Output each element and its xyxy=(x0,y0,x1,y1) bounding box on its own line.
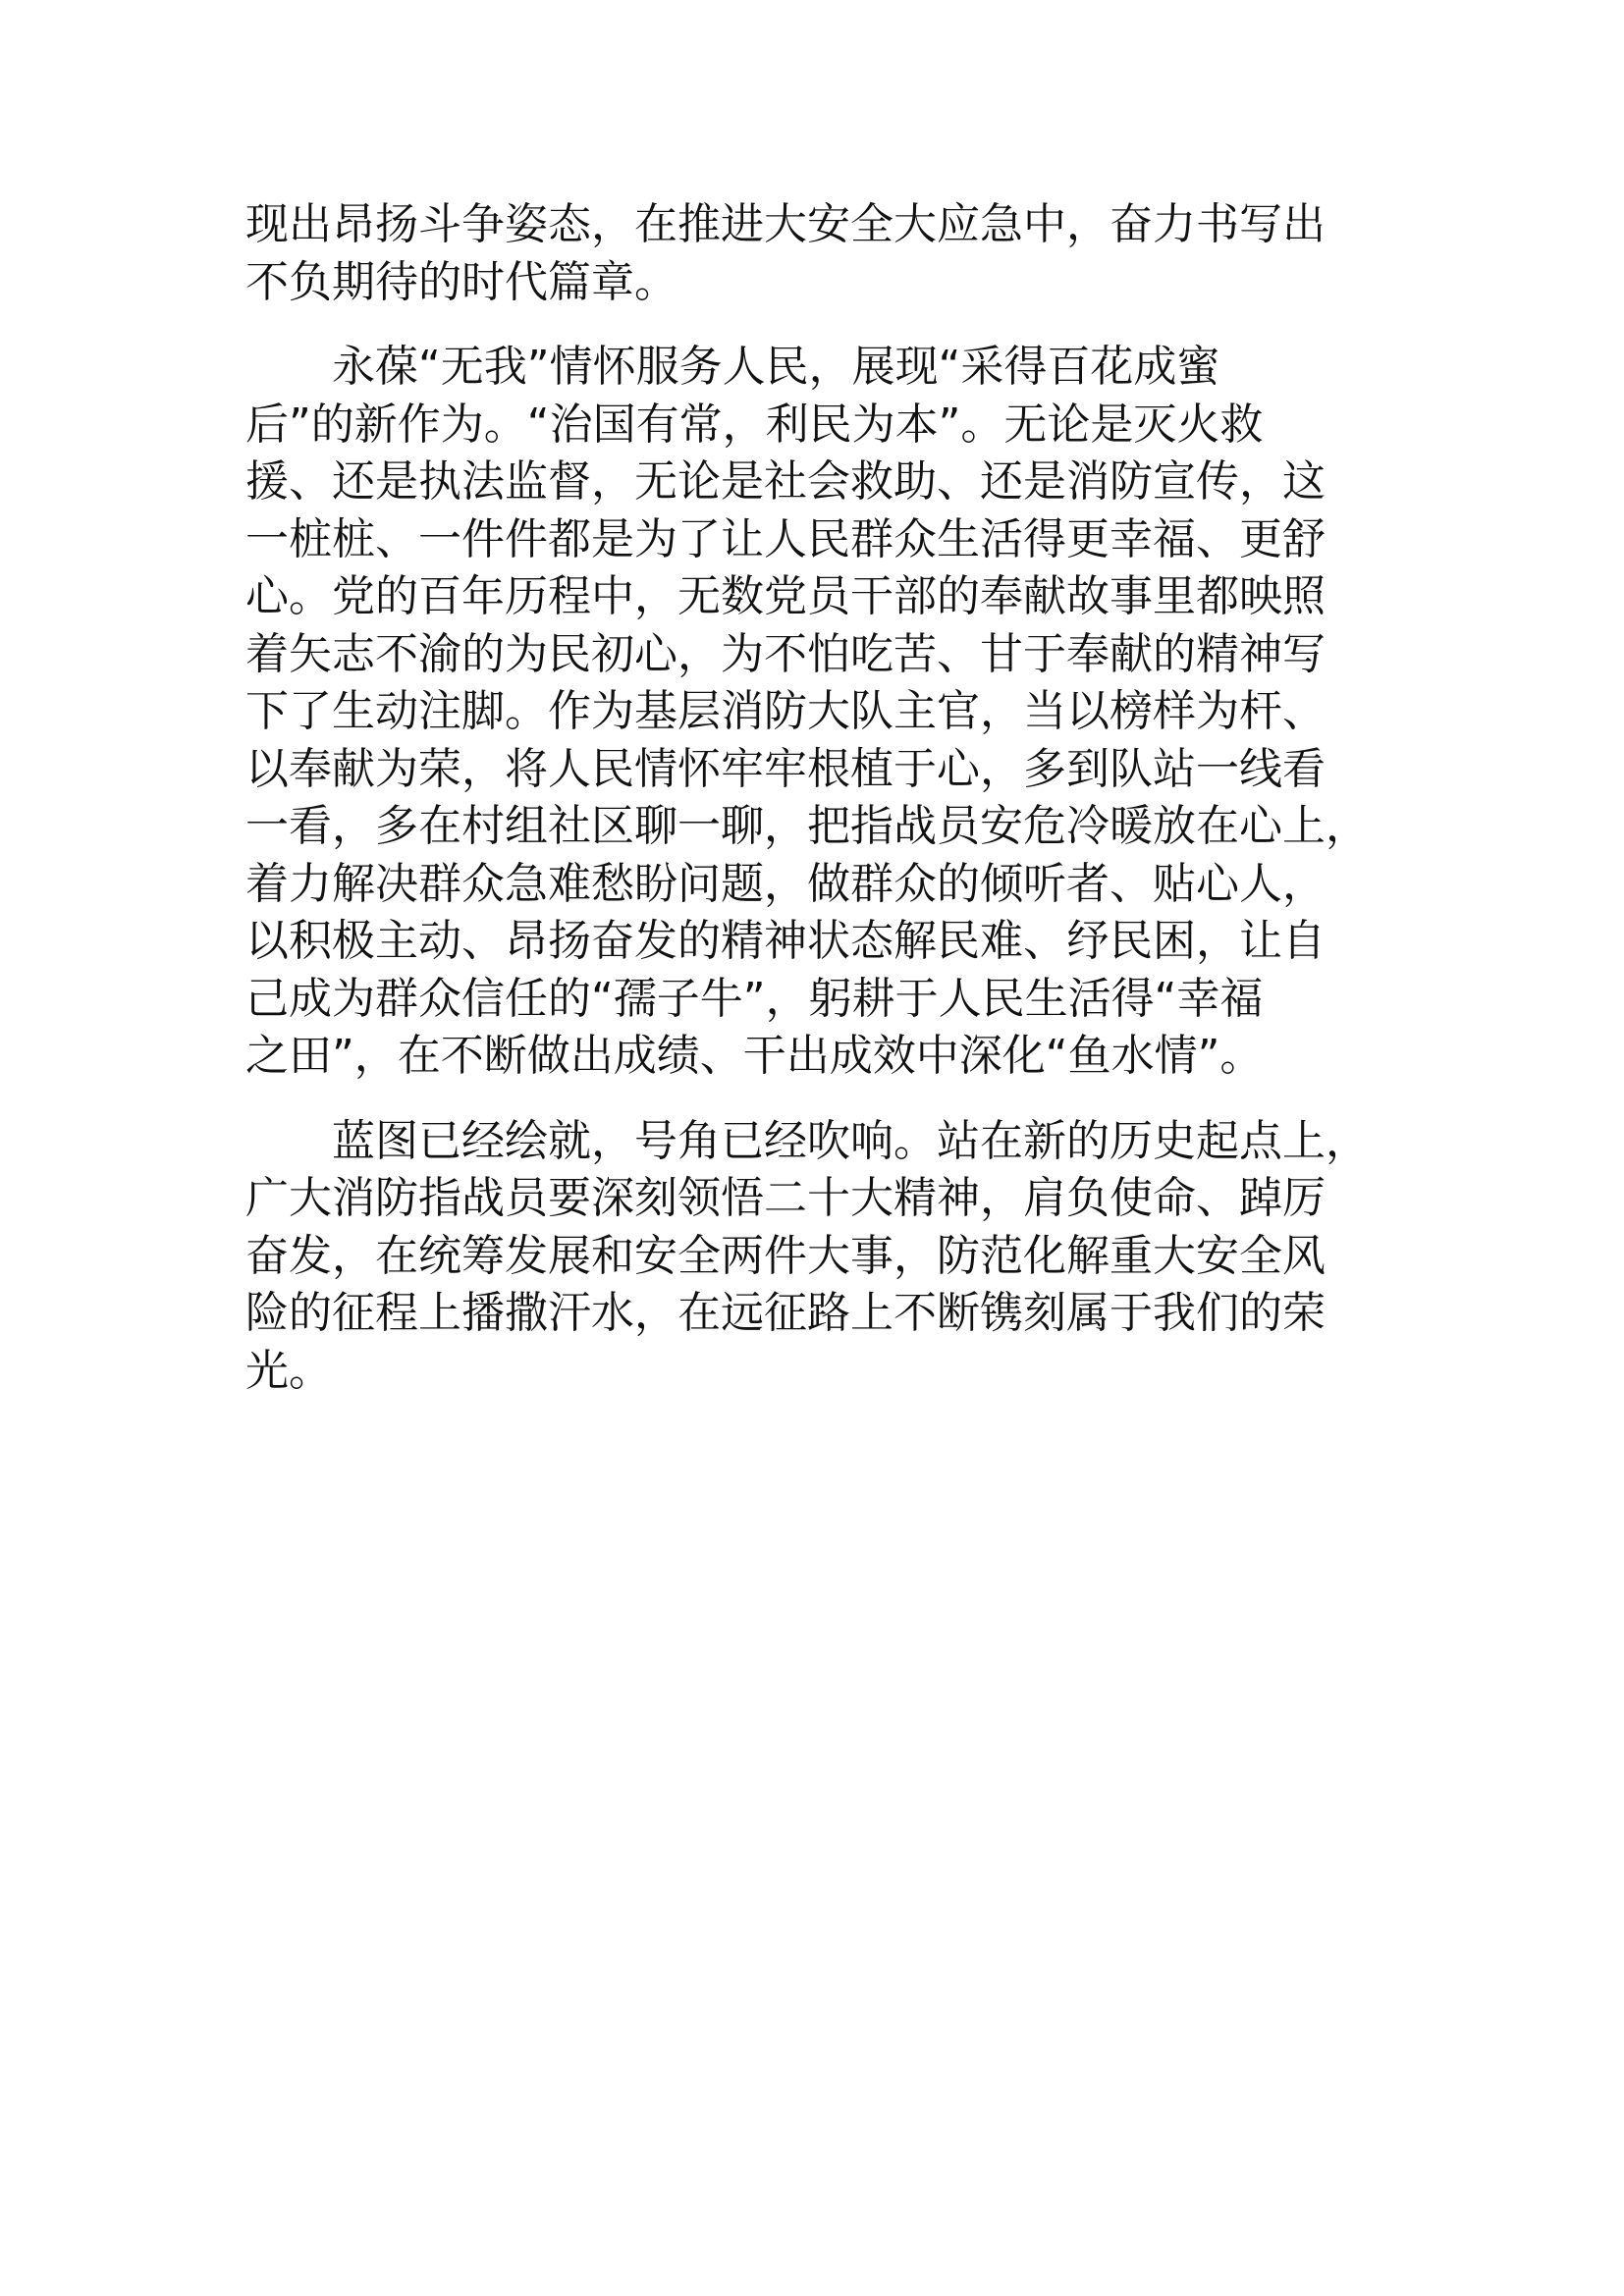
body-text xyxy=(245,196,1369,1400)
paragraph-1 xyxy=(245,196,1365,311)
text-line: 光。 xyxy=(245,1345,332,1396)
text-line: 己成为群众信任的“孺子牛”，躬耕于人民生活得“幸福 xyxy=(245,973,1264,1024)
text-line: 着矢志不渝的为民初心，为不怕吃苦、甘于奉献的精神写 xyxy=(245,628,1326,679)
text-line: 后”的新作为。“治国有常，利民为本”。无论是灭火救 xyxy=(245,399,1264,450)
paragraph-2 xyxy=(245,339,1369,1086)
text-line: 险的征程上播撒汗水，在远征路上不断镌刻属于我们的荣 xyxy=(245,1288,1326,1338)
text-line: 下了生动注脚。作为基层消防大队主官，当以榜样为杆、 xyxy=(245,686,1326,736)
text-line: 奋发，在统筹发展和安全两件大事，防范化解重大安全风 xyxy=(245,1230,1326,1281)
text-line: 以奉献为荣，将人民情怀牢牢根植于心，多到队站一线看 xyxy=(245,743,1326,794)
text-line: 永葆“无我”情怀服务人民，展现“采得百花成蜜 xyxy=(332,342,1220,392)
text-line: 一看，多在村组社区聊一聊，把指战员安危冷暖放在心上， xyxy=(245,801,1369,851)
paragraph-3 xyxy=(245,1113,1369,1401)
text-line: 现出昂扬斗争姿态，在推进大安全大应急中，奋力书写出 xyxy=(245,199,1326,249)
text-line: 着力解决群众急难愁盼问题，做群众的倾听者、贴心人， xyxy=(245,858,1326,909)
text-line: 一桩桩、一件件都是为了让人民群众生活得更幸福、更舒 xyxy=(245,513,1326,564)
text-line: 心。党的百年历程中，无数党员干部的奉献故事里都映照 xyxy=(245,571,1326,621)
text-line: 广大消防指战员要深刻领悟二十大精神，肩负使命、踔厉 xyxy=(245,1173,1326,1223)
text-line: 援、还是执法监督，无论是社会救助、还是消防宣传，这 xyxy=(245,456,1326,507)
text-line: 之田”，在不断做出成绩、干出成效中深化“鱼水情”。 xyxy=(245,1031,1264,1081)
text-line: 蓝图已经绘就，号角已经吹响。站在新的历史起点上， xyxy=(332,1115,1369,1166)
text-line: 以积极主动、昂扬奋发的精神状态解民难、纾民困，让自 xyxy=(245,916,1326,966)
text-line: 不负期待的时代篇章。 xyxy=(245,256,677,307)
